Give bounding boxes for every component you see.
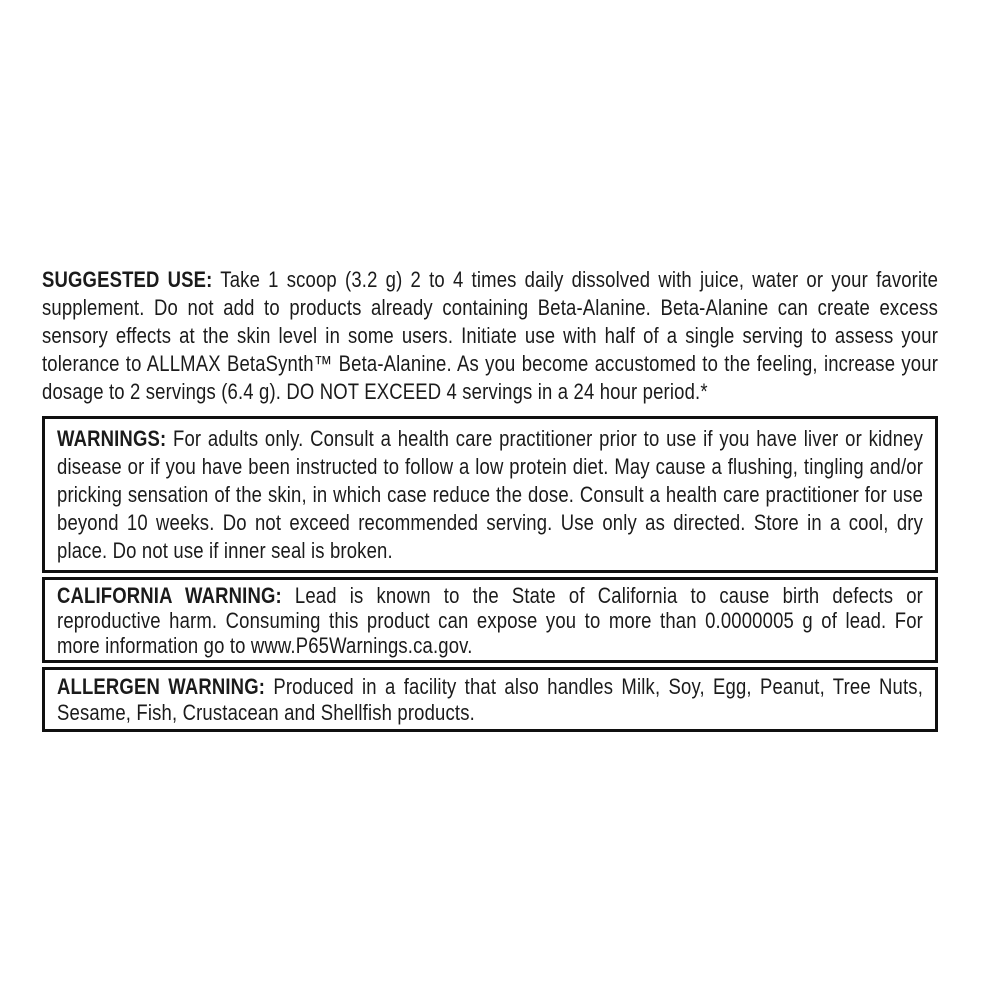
- suggested-use-body: Take 1 scoop (3.2 g) 2 to 4 times daily dissolved with juice, water or your favorite supplement. Do not add to products already containing Beta-Alanine. Beta-Alanine can create excess sensory effects at the skin level in some users. Initiate use with half of a single serving to assess your tolerance to ALLMAX BetaSynth™ Beta-Alanine. As you become accustomed to the feeling, increase your dosage to 2 servings (6.4 g). DO NOT EXCEED 4 servings in a 24 hour period.*: [42, 267, 939, 404]
- california-warning-body: Lead is known to the State of California to cause birth defects or reproductive harm. Consuming this product can expose you to more than 0.0000005 g of lead. For more information go to www.P65Warnings.ca.gov.: [57, 583, 924, 658]
- supplement-label-panel: [42, 266, 938, 732]
- warnings-box: [42, 416, 938, 573]
- allergen-warning-section: [57, 674, 923, 726]
- warnings-body: For adults only. Consult a health care practitioner prior to use if you have liver or kidney disease or if you have been instructed to follow a low protein diet. May cause a flushing, tingling and/or pricking sensation of the skin, in which case reduce the dose. Consult a health care practitioner for use beyond 10 weeks. Do not exceed recommended serving. Use only as directed. Store in a cool, dry place. Do not use if inner seal is broken.: [57, 426, 924, 563]
- california-warning-heading: CALIFORNIA WARNING:: [57, 583, 282, 608]
- allergen-warning-heading: ALLERGEN WARNING:: [57, 674, 266, 699]
- warnings-section: [57, 425, 923, 565]
- suggested-use-section: [42, 266, 938, 406]
- california-warning-section: [57, 583, 923, 658]
- allergen-warning-box: [42, 667, 938, 732]
- california-warning-box: [42, 577, 938, 663]
- warnings-heading: WARNINGS:: [57, 426, 167, 451]
- allergen-warning-body: Produced in a facility that also handles Milk, Soy, Egg, Peanut, Tree Nuts, Sesame, Fish, Crustacean and Shellfish products.: [57, 674, 924, 725]
- suggested-use-heading: SUGGESTED USE:: [42, 267, 213, 292]
